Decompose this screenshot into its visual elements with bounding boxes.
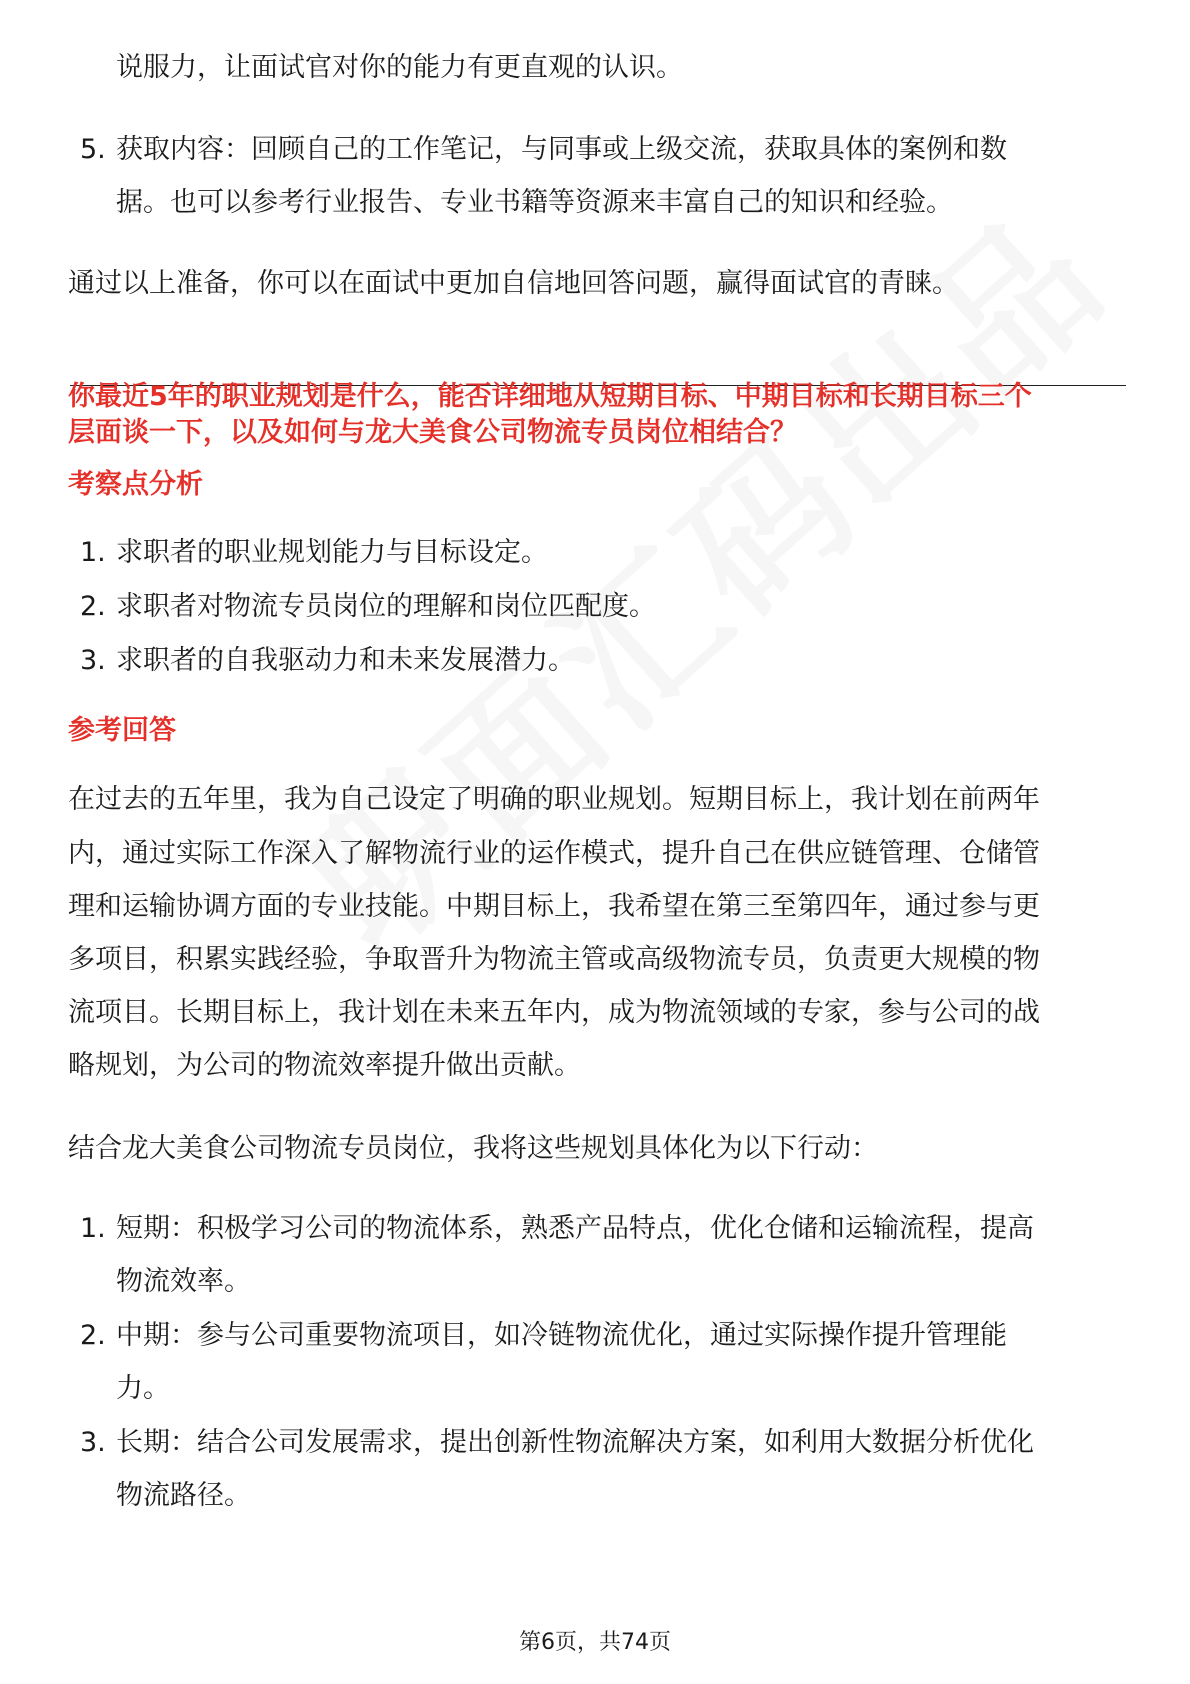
answer-paragraph-line: 略规划，为公司的物流效率提升做出贡献。 <box>68 1050 581 1081</box>
list-number: 3. <box>80 645 106 676</box>
question-title: 层面谈一下，以及如何与龙大美食公司物流专员岗位相结合？ <box>68 417 797 448</box>
answer-paragraph: 结合龙大美食公司物流专员岗位，我将这些规划具体化为以下行动： <box>68 1133 878 1164</box>
list-item-text: 据。也可以参考行业报告、专业书籍等资源来丰富自己的知识和经验。 <box>116 187 953 218</box>
analysis-heading: 考察点分析 <box>68 469 203 500</box>
answer-heading: 参考回答 <box>68 715 176 746</box>
list-item-text: 获取内容：回顾自己的工作笔记，与同事或上级交流，获取具体的案例和数 <box>116 134 1007 165</box>
answer-paragraph-line: 流项目。长期目标上，我计划在未来五年内，成为物流领域的专家，参与公司的战 <box>68 997 1040 1028</box>
list-item-text: 长期：结合公司发展需求，提出创新性物流解决方案，如利用大数据分析优化 <box>116 1427 1034 1458</box>
continued-line: 说服力，让面试官对你的能力有更直观的认识。 <box>116 52 683 83</box>
question-title: 你最近5年的职业规划是什么，能否详细地从短期目标、中期目标和长期目标三个 <box>68 381 1032 412</box>
list-item-text: 力。 <box>116 1373 170 1404</box>
answer-paragraph-line: 在过去的五年里，我为自己设定了明确的职业规划。短期目标上，我计划在前两年 <box>68 784 1040 815</box>
list-number: 1. <box>80 1213 106 1244</box>
list-number: 1. <box>80 537 106 568</box>
list-number: 3. <box>80 1427 106 1458</box>
answer-paragraph-line: 内，通过实际工作深入了解物流行业的运作模式，提升自己在供应链管理、仓储管 <box>68 838 1040 869</box>
list-item-text: 求职者的职业规划能力与目标设定。 <box>116 537 548 568</box>
list-number: 5. <box>80 134 106 165</box>
list-item-text: 物流路径。 <box>116 1480 251 1511</box>
answer-paragraph-line: 理和运输协调方面的专业技能。中期目标上，我希望在第三至第四年，通过参与更 <box>68 891 1040 922</box>
list-number: 2. <box>80 1320 106 1351</box>
summary-paragraph: 通过以上准备，你可以在面试中更加自信地回答问题，赢得面试官的青睐。 <box>68 268 959 299</box>
list-item-text: 短期：积极学习公司的物流体系，熟悉产品特点，优化仓储和运输流程，提高 <box>116 1213 1034 1244</box>
list-item-text: 物流效率。 <box>116 1266 251 1297</box>
list-item-text: 求职者的自我驱动力和未来发展潜力。 <box>116 645 575 676</box>
list-number: 2. <box>80 591 106 622</box>
list-item-text: 求职者对物流专员岗位的理解和岗位匹配度。 <box>116 591 656 622</box>
page-footer: 第6页，共74页 <box>519 1630 671 1655</box>
answer-paragraph-line: 多项目，积累实践经验，争取晋升为物流主管或高级物流专员，负责更大规模的物 <box>68 944 1040 975</box>
list-item-text: 中期：参与公司重要物流项目，如冷链物流优化，通过实际操作提升管理能 <box>116 1320 1007 1351</box>
